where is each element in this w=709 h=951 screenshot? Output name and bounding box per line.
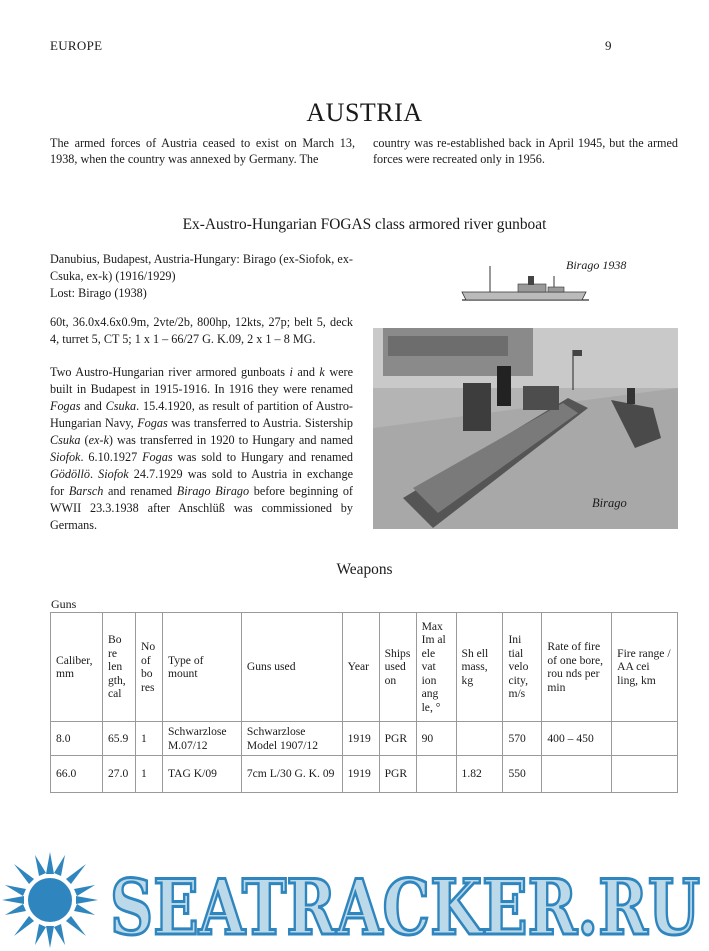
- table-cell: PGR: [379, 722, 416, 756]
- table-cell: 1.82: [456, 756, 503, 793]
- ship-name: Csuka: [50, 433, 81, 447]
- table-cell: 400 – 450: [542, 722, 612, 756]
- header-cell: Max Im al ele vat ion ang le, °: [416, 613, 456, 722]
- table-cell: 27.0: [102, 756, 135, 793]
- table-cell: Schwarzlose Model 1907/12: [241, 722, 342, 756]
- table-cell: 8.0: [51, 722, 103, 756]
- ship-name: Gödöllö: [50, 467, 90, 481]
- ship-name: i: [289, 365, 293, 379]
- profile-caption: Birago 1938: [566, 258, 627, 272]
- specs-paragraph: 60t, 36.0x4.6x0.9m, 2vte/2b, 800hp, 12kts, 27p; belt 5, deck 4, turret 5, CT 5; 1 x 1 – 66/27 G. K.09, 2 x 1 – 8 MG.: [50, 315, 353, 346]
- history-text: (: [80, 433, 89, 447]
- history-text: before beginning of WWII 23.3.1938 after Anschlüß was commissioned by Germans.: [50, 484, 353, 532]
- history-text: Two Austro-Hungarian river armored gunboats: [50, 365, 290, 379]
- weapons-heading: Weapons: [336, 561, 393, 578]
- builder-line: Danubius, Budapest, Austria-Hungary: Birago (ex-Siofok, ex-Csuka, ex-k) (1916/1929): [50, 252, 353, 283]
- table-cell: 1: [135, 722, 162, 756]
- history-text: . 6.10.1927: [80, 450, 143, 464]
- gunboat-photo: [373, 328, 678, 529]
- table-cell: [456, 722, 503, 756]
- history-text: .: [89, 467, 99, 481]
- table-cell: 66.0: [51, 756, 103, 793]
- history-text: ) was transferred in 1920 to Hungary and named: [108, 433, 353, 447]
- header-cell: Rate of fire of one bore, rou nds per min: [542, 613, 612, 722]
- table-cell: 1: [135, 756, 162, 793]
- history-paragraph: [50, 364, 353, 534]
- history-text: 24.7.1929 was sold to Austria in exchange for: [50, 467, 354, 498]
- ship-name: Barsch: [68, 484, 104, 498]
- history-text: and: [292, 365, 320, 379]
- intro-right-column: country was re-established back in April 1945, but the armed forces were recreated only in 1956.: [373, 136, 678, 166]
- ship-name: Siofok: [98, 467, 129, 481]
- history-text: was transferred to Austria. Sistership: [167, 416, 354, 430]
- intro-left-column: The armed forces of Austria ceased to exist on March 13, 1938, when the country was annexed by Germany. The: [50, 136, 355, 166]
- table-cell: TAG K/09: [162, 756, 241, 793]
- ship-name: Fogas: [142, 450, 173, 464]
- watermark-text: SEATRACKER.RU: [110, 863, 700, 951]
- seatracker-watermark: [0, 838, 709, 951]
- table-row: [51, 756, 678, 793]
- photo-caption: Birago: [592, 496, 627, 510]
- header-cell: Bo re len gth, cal: [102, 613, 135, 722]
- history-text: was sold to Hungary and renamed: [172, 450, 353, 464]
- header-cell: Fire range / AA cei ling, km: [612, 613, 678, 722]
- ship-name: Csuka: [105, 399, 137, 413]
- lost-line: Lost: Birago (1938): [50, 286, 147, 300]
- history-text: . 15.4.1920, as result of partition of Austro-Hungarian Navy,: [50, 399, 353, 430]
- page-title: AUSTRIA: [306, 98, 423, 127]
- table-cell: 570: [503, 722, 542, 756]
- table-header-row: [51, 613, 678, 722]
- header-cell: No of bo res: [135, 613, 162, 722]
- guns-table: [50, 612, 678, 793]
- history-text: and renamed: [103, 484, 177, 498]
- table-cell: [612, 722, 678, 756]
- ship-name: Birago: [176, 484, 211, 498]
- sun-logo-icon: [2, 852, 98, 948]
- page-number: 9: [605, 38, 612, 53]
- ship-name: Fogas: [137, 416, 168, 430]
- ship-name: k: [319, 365, 325, 379]
- table-cell: 550: [503, 756, 542, 793]
- table-row: [51, 722, 678, 756]
- running-header-section: EUROPE: [50, 38, 103, 53]
- header-cell: Type of mount: [162, 613, 241, 722]
- table-cell: 7cm L/30 G. K. 09: [241, 756, 342, 793]
- guns-label: Guns: [51, 597, 77, 611]
- ship-name: Birago: [215, 484, 250, 498]
- photo-scene: [373, 328, 678, 529]
- history-text: and: [80, 399, 106, 413]
- header-cell: Caliber, mm: [51, 613, 103, 722]
- header-cell: Guns used: [241, 613, 342, 722]
- table-cell: PGR: [379, 756, 416, 793]
- header-cell: Sh ell mass, kg: [456, 613, 503, 722]
- section-subtitle: Ex-Austro-Hungarian FOGAS class armored river gunboat: [182, 216, 547, 233]
- table-cell: 65.9: [102, 722, 135, 756]
- history-text: were built in Budapest in 1915-1916. In 1916 they were renamed: [50, 365, 353, 396]
- header-cell: Ini tial velo city, m/s: [503, 613, 542, 722]
- table-cell: 1919: [342, 756, 379, 793]
- table-cell: [612, 756, 678, 793]
- header-cell: Ships used on: [379, 613, 416, 722]
- table-cell: Schwarzlose M.07/12: [162, 722, 241, 756]
- table-cell: [542, 756, 612, 793]
- ship-name: ex-k: [88, 433, 109, 447]
- header-cell: Year: [342, 613, 379, 722]
- table-cell: [416, 756, 456, 793]
- ship-name: Fogas: [50, 399, 81, 413]
- ship-name: Siofok: [50, 450, 81, 464]
- table-cell: 90: [416, 722, 456, 756]
- table-cell: 1919: [342, 722, 379, 756]
